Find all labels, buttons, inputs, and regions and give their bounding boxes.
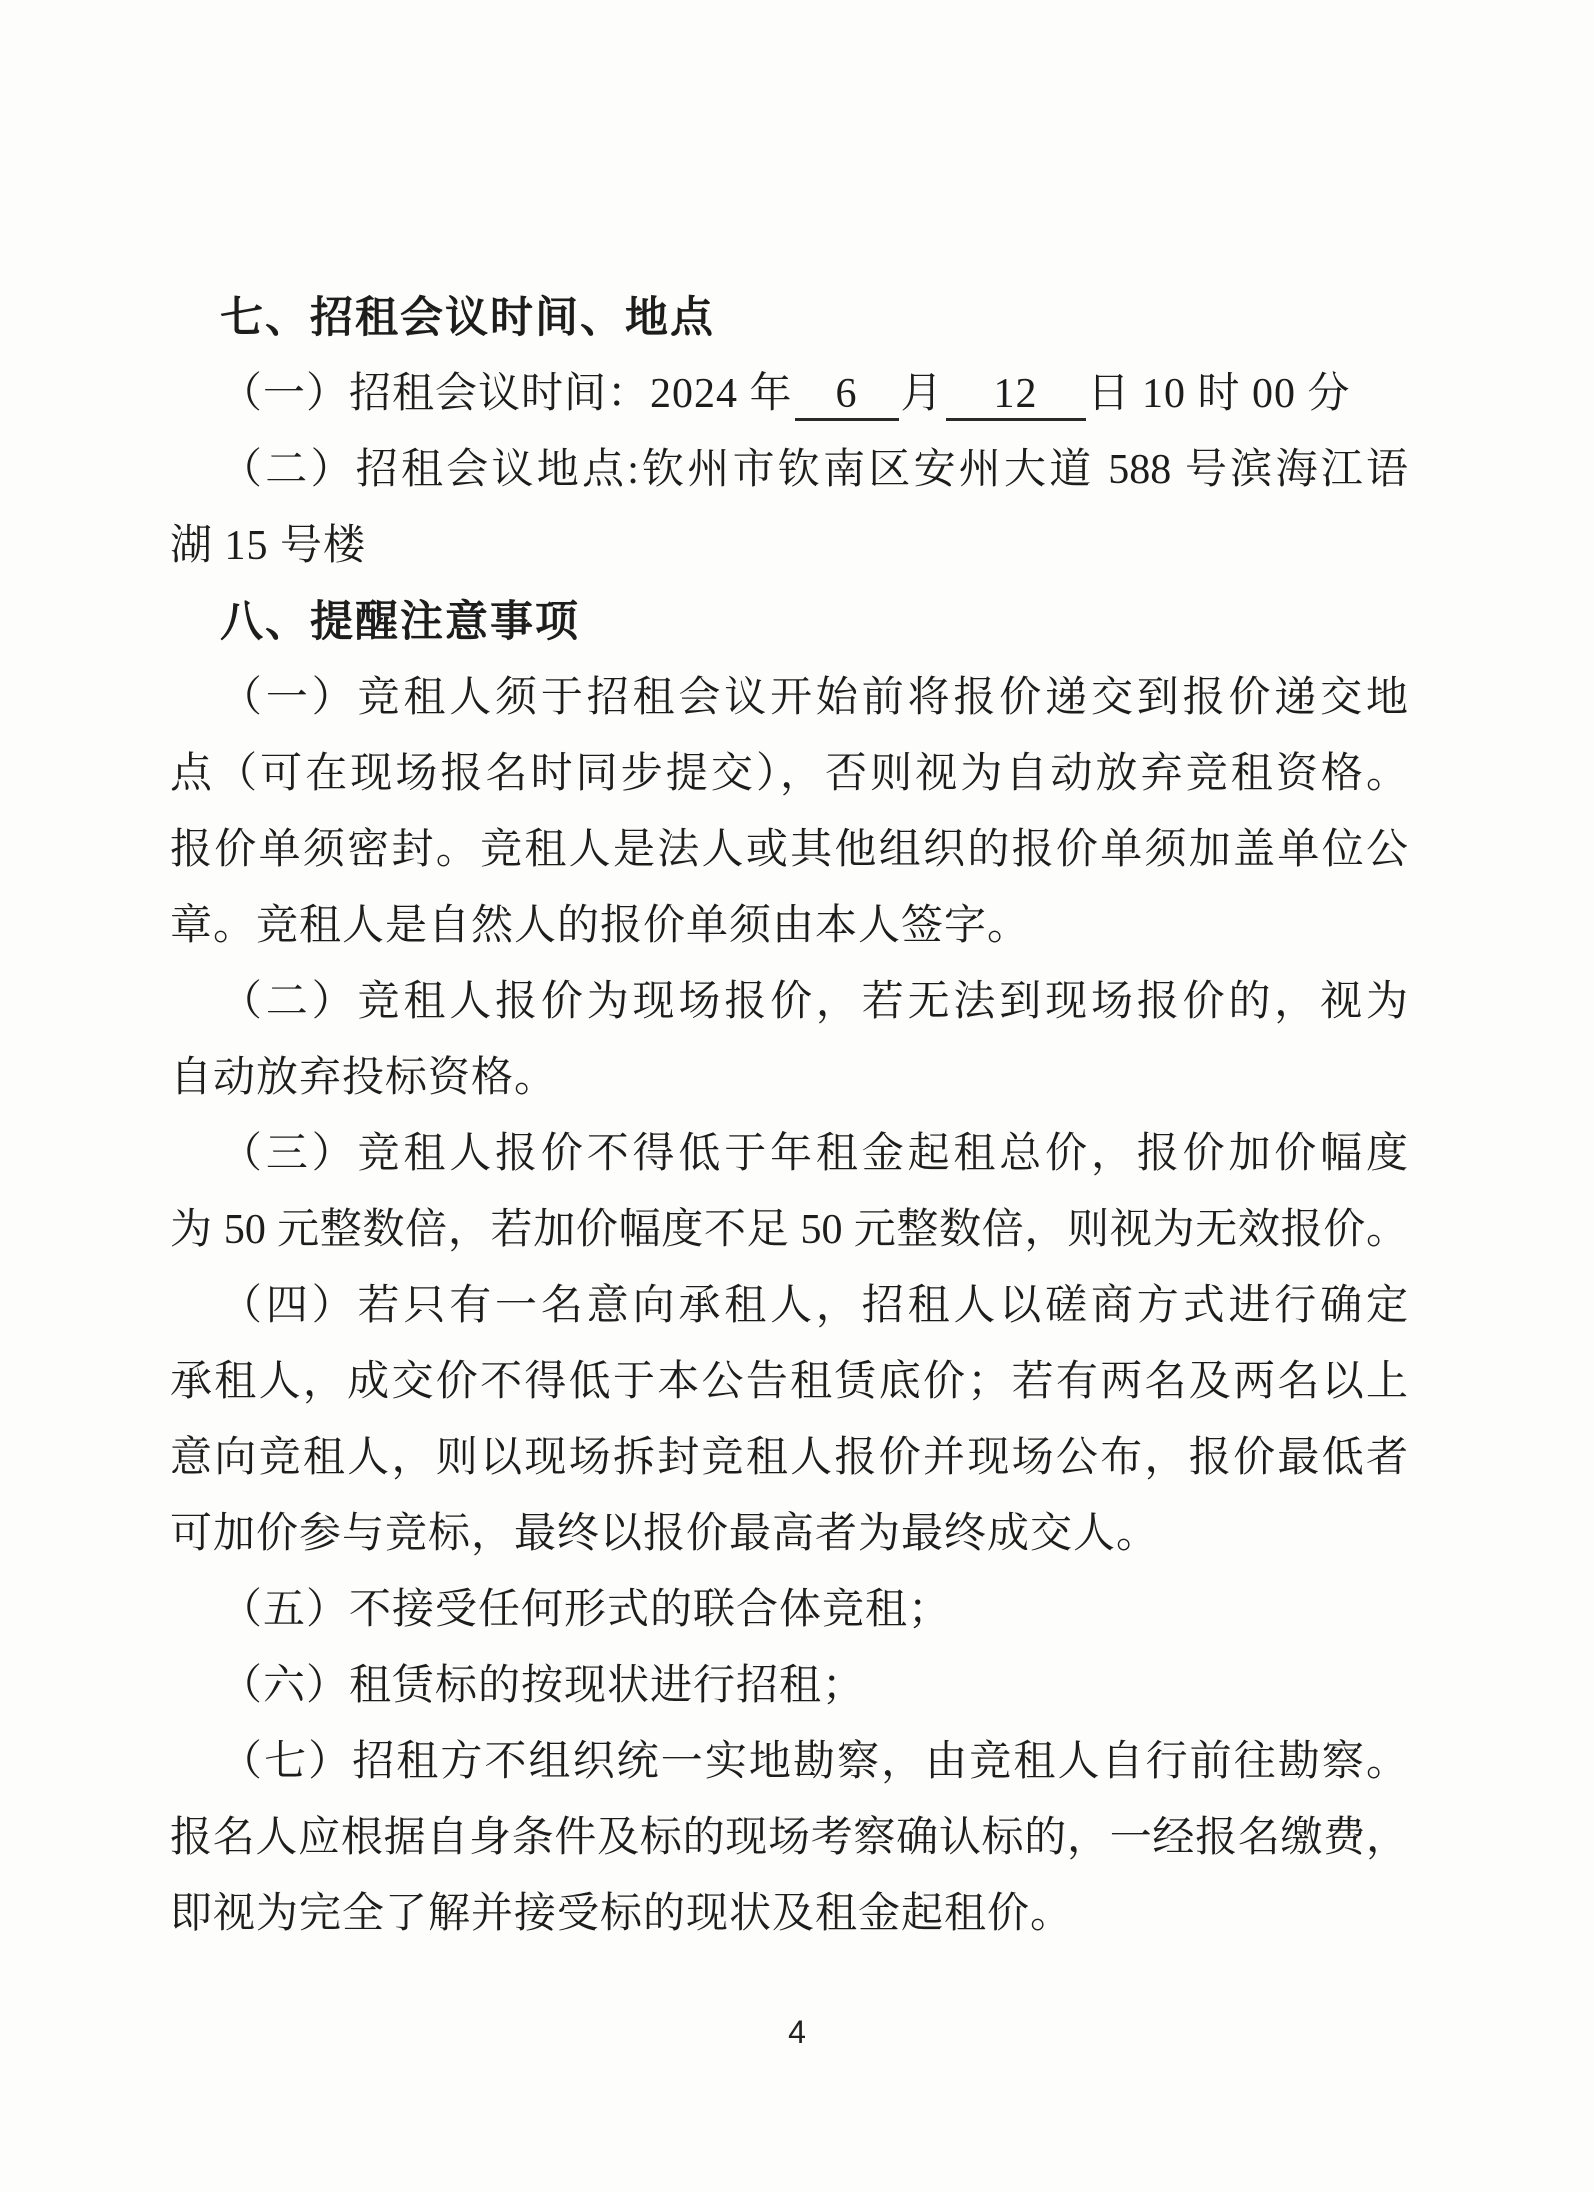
document-line: 报价单须密封。竞租人是法人或其他组织的报价单须加盖单位公 [170, 827, 1408, 873]
document-line: （一）竞租人须于招租会议开始前将报价递交到报价递交地 [220, 675, 1408, 721]
document-body [170, 280, 1408, 1952]
text-segment: 日 10 时 00 分 [1087, 371, 1351, 417]
document-line: 意向竞租人，则以现场拆封竞租人报价并现场公布，报价最低者 [170, 1435, 1408, 1481]
text-segment: 月 [900, 371, 944, 417]
document-line: （二）竞租人报价为现场报价，若无法到现场报价的，视为 [220, 979, 1408, 1025]
document-line: （五）不接受任何形式的联合体竞租； [220, 1587, 952, 1633]
document-line: 湖 15 号楼 [170, 523, 367, 569]
document-line: 即视为完全了解并接受标的现状及租金起租价。 [170, 1891, 1074, 1937]
document-line: （六）租赁标的按现状进行招租； [220, 1663, 866, 1709]
fill-in-blank-month: 6 [795, 370, 899, 421]
meeting-time-line [170, 356, 1408, 432]
text-segment: （一）招租会议时间：2024 年 [220, 371, 793, 417]
document-line: （二）招租会议地点:钦州市钦南区安州大道 588 号滨海江语 [220, 447, 1408, 493]
section-heading: 八、提醒注意事项 [220, 598, 580, 646]
fill-in-blank-day: 12 [946, 370, 1086, 421]
page-number: 4 [788, 2014, 806, 2050]
document-line: 章。竞租人是自然人的报价单须由本人签字。 [170, 903, 1031, 949]
section-heading: 七、招租会议时间、地点 [220, 294, 715, 342]
document-line: （七）招租方不组织统一实地勘察，由竞租人自行前往勘察。 [220, 1739, 1408, 1785]
document-line: （三）竞租人报价不得低于年租金起租总价，报价加价幅度 [220, 1131, 1408, 1177]
document-line: （四）若只有一名意向承租人，招租人以磋商方式进行确定 [220, 1283, 1408, 1329]
document-line: 自动放弃投标资格。 [170, 1055, 558, 1101]
document-line: 报名人应根据自身条件及标的现场考察确认标的，一经报名缴费， [170, 1815, 1408, 1861]
document-line: 为 50 元整数倍，若加价幅度不足 50 元整数倍，则视为无效报价。 [170, 1207, 1408, 1253]
document-line: 承租人，成交价不得低于本公告租赁底价；若有两名及两名以上 [170, 1359, 1408, 1405]
document-line: 点（可在现场报名时同步提交），否则视为自动放弃竞租资格。 [170, 751, 1408, 797]
document-line: 可加价参与竞标，最终以报价最高者为最终成交人。 [170, 1511, 1160, 1557]
